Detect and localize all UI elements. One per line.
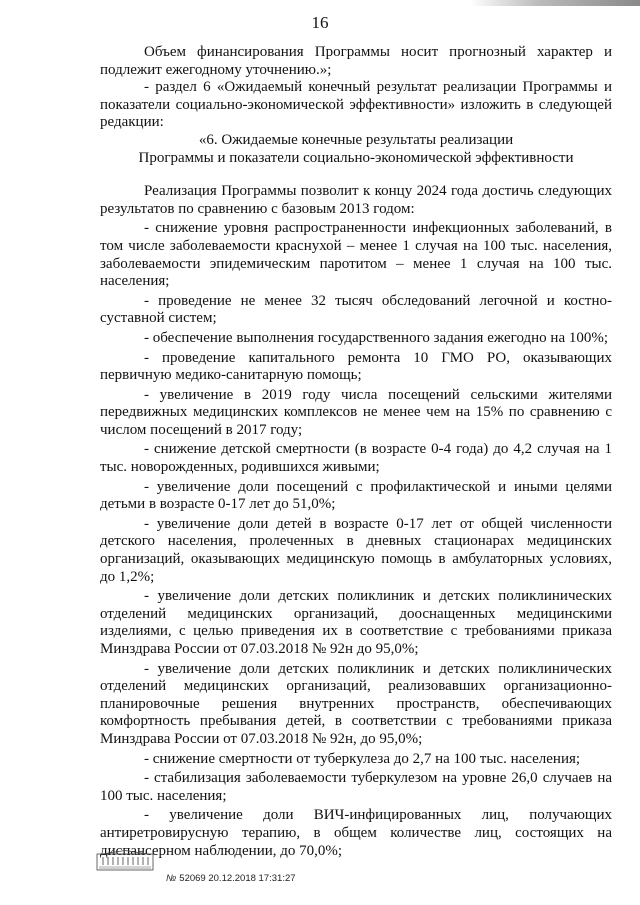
page-number: 16 (311, 13, 329, 32)
document-footer (166, 873, 296, 884)
result-item: - стабилизация заболеваемости туберкулезом на уровне 26,0 случаев на 100 тыс. населения; (100, 770, 612, 804)
result-item: - снижение смертности от туберкулеза до 2,7 на 100 тыс. населения; (144, 750, 581, 767)
result-item: - снижение уровня распространенности инфекционных заболеваний, в том числе заболеваемости краснухой – менее 1 случая на 100 тыс. населения, заболеваемости эпидемическим паротитом – менее 1 случая на 100 тыс. населения; (100, 220, 612, 290)
section-heading-line-1: «6. Ожидаемые конечные результаты реализации (198, 131, 514, 148)
section-heading-line-2: Программы и показатели социально-экономической эффективности (138, 149, 574, 166)
number-sign: № (166, 873, 177, 884)
results-intro: Реализация Программы позволит к концу 2024 года достичь следующих результатов по сравнению с базовым 2013 годом: (100, 183, 612, 217)
result-item: - снижение детской смертности (в возрасте 0-4 года) до 4,2 случая на 1 тыс. новорожденных, родившихся живыми; (100, 441, 612, 476)
paragraph-section-6-amendment: - раздел 6 «Ожидаемый конечный результат реализации Программы и показатели социально-экономической эффективности» изложить в следующей редакции: (100, 79, 612, 131)
result-item: - увеличение доли посещений с профилактической и иными целями детьми в возрасте 0-17 лет до 51,0%; (100, 478, 612, 513)
registry-stamp-icon (96, 850, 154, 872)
result-item: - увеличение доли детских поликлиник и детских поликлинических отделений медицинских организаций, дооснащенных медицинскими изделиями, с целью приведения их в соответствие с требованиями приказа Минздрава России от 07.03.2018 № 92н до 95,0%; (100, 588, 612, 657)
result-item: - увеличение доли детей в возрасте 0-17 лет от общей численности детского населения, пролеченных в дневных стационарах медицинских организаций, оказывающих медицинскую помощь в амбулаторных условиях, до 1,2%; (100, 515, 612, 585)
result-item: - обеспечение выполнения государственного задания ежегодно на 100%; (144, 329, 609, 346)
scan-edge-mark (470, 0, 640, 6)
document-id: 52069 (179, 873, 206, 884)
paragraph-financing: Объем финансирования Программы носит прогнозный характер и подлежит ежегодному уточнению.»; (100, 44, 612, 78)
document-datetime: 20.12.2018 17:31:27 (208, 873, 296, 884)
result-item: - увеличение доли детских поликлиник и детских поликлинических отделений медицинских организаций, реализовавших организационно-планировочные решения внутренних пространств, обеспечивающих комфортность пребывания детей, в соответствии с требованиями приказа Минздрава России от 07.03.2018 № 92н, до 95,0%; (100, 660, 612, 747)
result-item: - проведение капитального ремонта 10 ГМО РО, оказывающих первичную медико-санитарную помощь; (100, 349, 612, 384)
document-body (100, 44, 612, 860)
result-item: - увеличение доли ВИЧ-инфицированных лиц, получающих антиретровирусную терапию, в общем количестве лиц, состоящих на диспансерном наблюдении, до 70,0%; (100, 807, 612, 859)
result-item: - проведение не менее 32 тысяч обследований легочной и костно-суставной систем; (100, 292, 612, 327)
result-item: - увеличение в 2019 году числа посещений сельскими жителями передвижных медицинских комплексов не менее чем на 15% по сравнению с числом посещений в 2017 году; (100, 386, 612, 438)
